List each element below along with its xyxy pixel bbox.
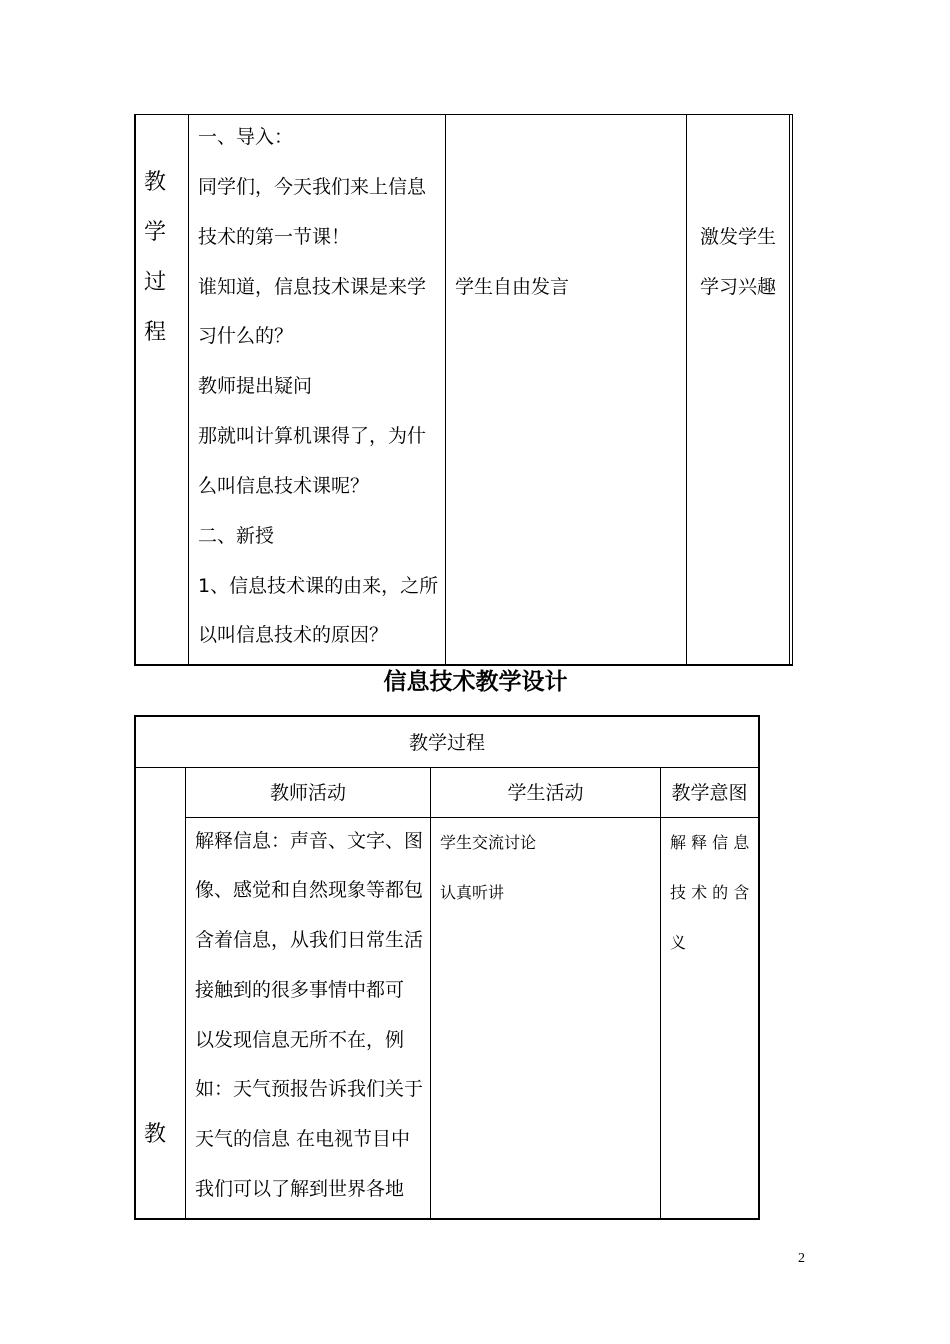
top-table-border-right-outer (792, 114, 793, 666)
student-line: 学生交流讨论 (440, 833, 537, 852)
stage-char: 教 (144, 170, 167, 195)
stage-char: 教 (144, 1122, 167, 1147)
page-number: 2 (798, 1251, 805, 1266)
teacher-line: 我们可以了解到世界各地 (195, 1178, 405, 1200)
intent-line: 学习兴趣 (700, 276, 777, 298)
teacher-line: 谁知道，信息技术课是来学 (198, 276, 427, 298)
teacher-line: 那就叫计算机课得了，为什 (198, 425, 427, 447)
top-table-border-right-inner (789, 114, 790, 666)
bottom-table-border-top (134, 715, 760, 717)
bottom-table-divider-1 (185, 767, 186, 1220)
section-header: 教学过程 (408, 732, 485, 754)
teacher-line: 含着信息，从我们日常生活 (195, 929, 424, 951)
teacher-line: 二、新授 (198, 525, 275, 547)
teacher-line: 一、导入： (198, 126, 294, 148)
teacher-line: 习什么的？ (198, 325, 294, 347)
col-header-intent: 教学意图 (671, 782, 748, 804)
teacher-line: 解释信息：声音、文字、图 (195, 830, 424, 852)
top-table-divider-1 (188, 114, 189, 666)
student-line: 认真听讲 (440, 883, 505, 902)
teacher-line: 么叫信息技术课呢？ (198, 475, 370, 497)
stage-char: 程 (144, 320, 167, 345)
bottom-table-divider-3 (660, 767, 661, 1220)
intent-line: 义 (670, 933, 687, 952)
stage-char: 过 (144, 270, 167, 295)
teacher-line: 像、感觉和自然现象等都包 (195, 879, 424, 901)
top-table-border-left (134, 114, 136, 666)
stage-char: 学 (144, 220, 167, 245)
teacher-line: 以叫信息技术的原因？ (198, 624, 389, 646)
bottom-table-border-left (134, 715, 136, 1220)
bottom-table-border-right (758, 715, 760, 1220)
intent-line: 激发学生 (700, 226, 777, 248)
col-header-student: 学生活动 (507, 782, 584, 804)
teacher-line: 教师提出疑问 (198, 375, 313, 397)
top-table-divider-2 (445, 114, 446, 666)
teacher-line: 1、信息技术课的由来，之所 (198, 575, 439, 597)
top-table-border-bottom (134, 664, 793, 666)
document-title: 信息技术教学设计 (383, 669, 568, 695)
col-header-teacher: 教师活动 (269, 782, 346, 804)
teacher-line: 技术的第一节课！ (198, 226, 351, 248)
top-table-divider-3 (686, 114, 687, 666)
bottom-table-row-line-1 (134, 767, 760, 768)
bottom-table-border-bottom (134, 1218, 760, 1220)
student-activity: 学生自由发言 (455, 276, 570, 298)
top-table-border-top (134, 114, 793, 115)
bottom-table-row-line-2 (185, 817, 760, 818)
teacher-line: 以发现信息无所不在，例 (195, 1029, 405, 1051)
intent-line: 解 释 信 息 (670, 833, 750, 852)
teacher-line: 如：天气预报告诉我们关于 (195, 1078, 424, 1100)
bottom-table-divider-2 (430, 767, 431, 1220)
teacher-line: 接触到的很多事情中都可 (195, 979, 405, 1001)
teacher-line: 天气的信息 在电视节目中 (195, 1128, 411, 1150)
intent-line: 技 术 的 含 (670, 883, 750, 902)
teacher-line: 同学们，今天我们来上信息 (198, 176, 427, 198)
